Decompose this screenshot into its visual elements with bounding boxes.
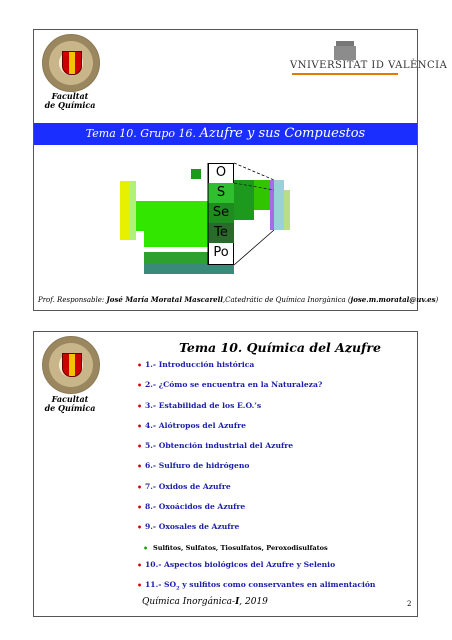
topic-text: 6.- Sulfuro de hidrógeno (145, 461, 250, 471)
slide2-footer (142, 597, 268, 607)
topic-item (137, 380, 375, 400)
topic-text: 10.- Aspectos biológicos del Azufre y Selenio (145, 559, 336, 569)
slide-1 (33, 29, 448, 311)
topic-text: 2.- ¿Cómo se encuentra en la Naturaleza? (145, 380, 323, 390)
topic-subitem (137, 543, 375, 560)
bullet-icon: • (137, 481, 143, 492)
title-prefix: Tema 10. Grupo 16. (85, 127, 197, 140)
topic-item (137, 522, 375, 542)
topic-item (137, 482, 375, 502)
sub-bullet-icon: • (143, 542, 149, 553)
bullet-icon: • (137, 400, 143, 411)
bullet-icon: • (137, 559, 143, 570)
bullet-icon: • (137, 360, 143, 370)
title-main: Azufre y sus Compuestos (199, 126, 366, 141)
topic-text: 9.- Oxosales de Azufre (145, 522, 240, 532)
topic-item (137, 421, 375, 441)
topic-item (137, 441, 375, 461)
topic-text: 3.- Estabilidad de los E.O.’s (145, 400, 262, 410)
element-te: Te (214, 225, 228, 240)
footer-email: jose.m.moratal@uv.es (350, 295, 436, 304)
footer-course: Química Inorgánica- (142, 597, 236, 607)
footer-dept: Catedrátic de Química Inorgànica (225, 296, 346, 304)
faculty-line2: de Química (44, 100, 96, 110)
university-seal-icon (42, 336, 100, 394)
bullet-icon: • (137, 461, 143, 472)
slide1-footer: Prof. Responsable: José María Moratal Mascarell,Catedrátic de Química Inorgànica (jose.m.moratal@uv.es) (38, 295, 439, 304)
topic-text: 8.- Oxoácidos de Azufre (145, 502, 246, 512)
faculty-line1: Facultat (51, 394, 89, 404)
footer-num: I (235, 597, 240, 607)
footer-label: Prof. Responsable: (38, 296, 105, 304)
university-name: VNIVERSITAT ID VALÈNCIA (290, 60, 448, 71)
slide-2 (33, 331, 418, 617)
element-se: Se (212, 205, 230, 220)
faculty-line2: de Química (44, 403, 96, 413)
bullet-icon: • (137, 380, 143, 391)
topic-text: 5.- Obtención industrial del Azufre (145, 441, 294, 451)
footer-year: , 2019 (239, 597, 268, 607)
bullet-icon: • (137, 522, 143, 533)
topic-item (137, 560, 375, 580)
topic-item (137, 360, 375, 380)
bullet-icon: • (137, 420, 143, 431)
topic-item (137, 461, 375, 481)
topic-text: 4.- Alótropos del Azufre (145, 420, 246, 430)
element-s: S (216, 185, 226, 200)
footer-comma: , (222, 296, 226, 304)
faculty-label (40, 395, 100, 413)
slide-title: Tema 10. Química del Azufre (179, 340, 381, 355)
footer-name: José María Moratal Mascarell (106, 295, 223, 304)
topic-list (137, 360, 375, 600)
bullet-icon: • (137, 502, 143, 513)
bullet-icon: • (137, 579, 143, 590)
faculty-line1: Facultat (51, 91, 89, 101)
topic-text: Sulfitos, Sulfatos, Tiosulfatos, Peroxodisulfatos (153, 543, 328, 552)
topic-subscript: 2 (176, 585, 180, 592)
topic-text: 7.- Oxidos de Azufre (145, 481, 231, 491)
topic-item (137, 502, 375, 522)
topic-text: 11.- SO (145, 579, 177, 589)
page-number: 2 (407, 600, 412, 608)
bullet-icon: • (137, 441, 143, 452)
topic-item (137, 401, 375, 421)
topic-text-suffix: y sulfitos como conservantes en alimentación (179, 579, 376, 589)
element-po: Po (213, 245, 229, 260)
element-o: O (215, 165, 227, 180)
topic-text: 1.- Introducción histórica (145, 360, 255, 369)
